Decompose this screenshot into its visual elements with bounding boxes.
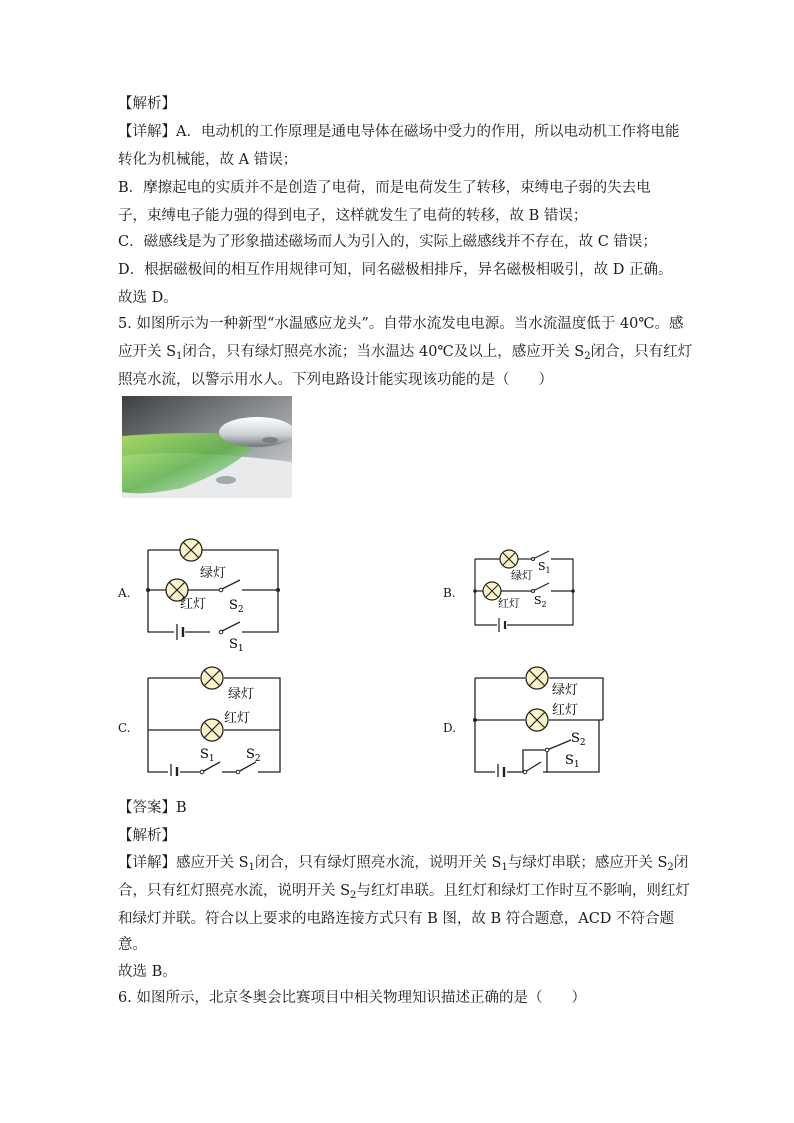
- switch-label: $S_2$: [246, 747, 261, 764]
- red-lamp-label: 红灯: [224, 711, 251, 726]
- switch-label: $S_2$: [534, 594, 547, 609]
- green-lamp-label: 绿灯: [511, 569, 533, 582]
- question5-line3: 照亮水流，以警示用水人。下列电路设计能实现该功能的是（ ）: [118, 372, 553, 388]
- lamp-green-icon: [500, 550, 518, 568]
- green-lamp-label: 绿灯: [228, 687, 255, 702]
- circuit-diagram-c: [140, 662, 288, 776]
- question5-line1: 5. 如图所示为一种新型“水温感应龙头”。自带水流发电电源。当水流温度低于 40℃。感: [118, 316, 684, 332]
- answer-choice: 故选 B。: [118, 964, 177, 980]
- analysis-line-b1: B．摩擦起电的实质并不是创造了电荷，而是电荷发生了转移，束缚电子弱的失去电: [118, 180, 651, 196]
- answer-analysis-heading: 【解析】: [118, 828, 176, 844]
- red-lamp-label: 红灯: [552, 703, 579, 718]
- question6-line1: 6. 如图所示，北京冬奥会比赛项目中相关物理知识描述正确的是（ ）: [118, 990, 586, 1006]
- answer-line: 【答案】B: [118, 800, 187, 816]
- analysis-heading: 【解析】: [118, 96, 176, 112]
- switch-label: $S_1$: [538, 560, 551, 575]
- switch-label: $S_1$: [200, 747, 215, 764]
- lamp-green-icon: [201, 667, 223, 689]
- answer-detail-line4: 意。: [118, 937, 147, 953]
- analysis-line-a2: 转化为机械能，故 A 错误；: [118, 152, 298, 168]
- analysis-choice: 故选 D。: [118, 290, 178, 306]
- switch-label: $S_1$: [565, 753, 580, 770]
- lamp-red-icon: [526, 709, 548, 731]
- option-a-label: A.: [118, 586, 131, 600]
- lamp-top-icon: [180, 539, 202, 561]
- switch-label: $S_2$: [229, 598, 244, 615]
- switch-label: $S_1$: [229, 637, 244, 652]
- circuit-diagram-a: [140, 532, 285, 652]
- analysis-line-b2: 子，束缚电子能力强的得到电子，这样就发生了电荷的转移，故 B 错误；: [118, 208, 588, 224]
- analysis-line-a1: 【详解】A．电动机的工作原理是通电导体在磁场中受力的作用，所以电动机工作将电能: [118, 124, 680, 140]
- option-d-label: D.: [443, 721, 457, 735]
- analysis-line-c: C．磁感线是为了形象描述磁场而人为引入的，实际上磁感线并不存在，故 C 错误；: [118, 234, 657, 250]
- green-lamp-label: 绿灯: [552, 683, 579, 698]
- red-lamp-label: 红灯: [498, 597, 520, 610]
- switch-label: $S_2$: [571, 731, 586, 748]
- circuit-diagram-b: [465, 543, 580, 638]
- lamp-red-icon: [201, 719, 223, 741]
- faucet-photo: [122, 396, 292, 498]
- circuit-diagram-d: [467, 662, 609, 777]
- green-lamp-label: 绿灯: [200, 566, 227, 581]
- question5-line2: 应开关 $S_1$闭合，只有绿灯照亮水流；当水温达 40℃及以上，感应开关 $S_2$闭合，只有红灯: [118, 344, 693, 362]
- option-b-label: B.: [443, 586, 456, 600]
- answer-detail-line3: 和绿灯并联。符合以上要求的电路连接方式只有 B 图，故 B 符合题意，ACD 不符合题: [118, 911, 675, 927]
- answer-detail-line2: 合，只有红灯照亮水流，说明开关 $S_2$与红灯串联。且红灯和绿灯工作时互不影响，则红灯: [118, 883, 690, 901]
- analysis-line-d: D．根据磁极间的相互作用规律可知，同名磁极相排斥，异名磁极相吸引，故 D 正确。: [118, 262, 673, 278]
- option-c-label: C.: [118, 721, 131, 735]
- red-lamp-label: 红灯: [180, 597, 207, 612]
- answer-detail-line1: 【详解】感应开关 $S_1$闭合，只有绿灯照亮水流，说明开关 $S_1$与绿灯串联；感应开关 $S_2$闭: [118, 855, 689, 873]
- lamp-green-icon: [526, 667, 548, 689]
